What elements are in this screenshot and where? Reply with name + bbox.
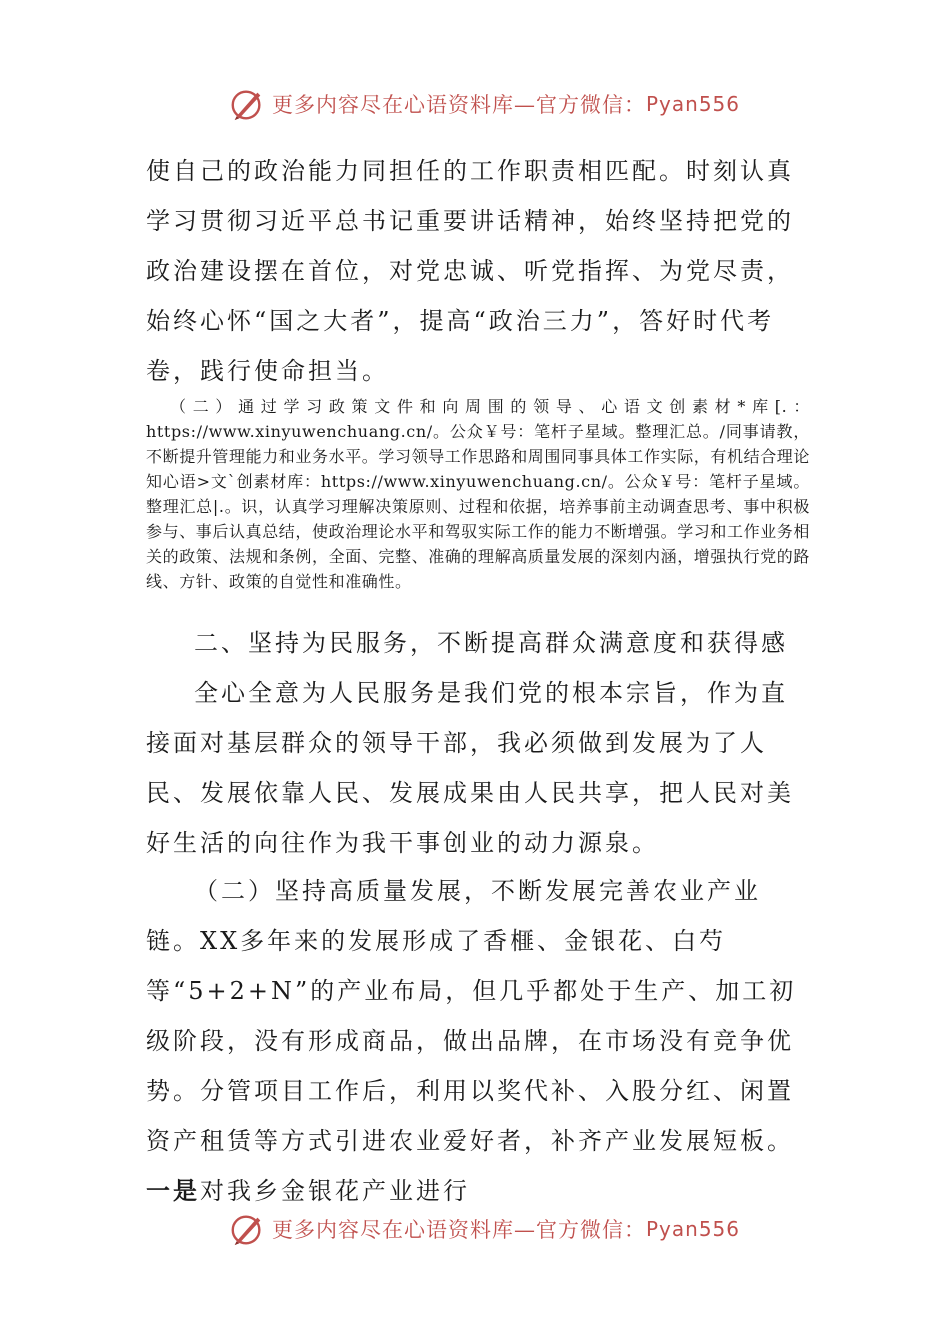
paragraph-serve-people: 全心全意为人民服务是我们党的根本宗旨，作为直接面对基层群众的领导干部，我必须做到发展为了人民、发展依靠人民、发展成果由人民共享，把人民对美好生活的向往作为我干事创业的动力源泉。 <box>146 679 794 857</box>
wechat-id: Pyan556 <box>646 1217 741 1241</box>
wechat-id: Pyan556 <box>646 92 741 116</box>
header-banner <box>228 82 740 126</box>
banner-text: 更多内容尽在心语资料库—官方微信： <box>272 1218 646 1242</box>
paragraph-tail-text: 对我乡金银花产业进行 <box>200 1177 470 1205</box>
pen-logo-icon <box>228 85 266 123</box>
paragraph-high-quality-development <box>146 866 810 1216</box>
paragraph-main-text: （二）坚持高质量发展，不断发展完善农业产业链。XX多年来的发展形成了香榧、金银花、白芍等“5+2+N”的产业布局，但几乎都处于生产、加工初级阶段，没有形成商品，做出品牌，在市场没有竞争优势。分管项目工作后，利用以奖代补、入股分红、闲置资产租赁等方式引进农业爱好者，补齐产业发展短板。 <box>146 877 797 1155</box>
banner-text: 更多内容尽在心语资料库—官方微信： <box>272 93 646 117</box>
pen-logo-icon <box>228 1210 266 1248</box>
paragraph-study-policy: （二）通过学习政策文件和向周围的领导、心语文创素材*库[.：https://www.xinyuwenchuang.cn/。公众￥号：笔杆子星域。整理汇总。/同事请教，不断提升管理能力和业务水平。学习领导工作思路和周围同事具体工作实际，有机结合理论知心语>文`创素材库：https://www.xinyuwenchuang.cn/。公众￥号：笔杆子星域。整理汇总|.。识，认真学习理解决策原则、过程和依据，培养事前主动调查思考、事中积极参与、事后认真总结，使政治理论水平和驾驭实际工作的能力不断增强。学习和工作业务相关的政策、法规和条例，全面、完整、准确的理解高质量发展的深刻内涵，增强执行党的路线、方针、政策的自觉性和准确性。 <box>146 397 811 591</box>
section-heading: 二、坚持为民服务，不断提高群众满意度和获得感 <box>194 629 788 657</box>
emphasis-first-point: 一是 <box>146 1176 200 1205</box>
paragraph-political-ability: 使自己的政治能力同担任的工作职责相匹配。时刻认真学习贯彻习近平总书记重要讲话精神，始终坚持把党的政治建设摆在首位，对党忠诚、听党指挥、为党尽责，始终心怀“国之大者”，提高“政治三力”，答好时代考卷，践行使命担当。 <box>146 157 794 385</box>
footer-banner <box>228 1207 740 1251</box>
